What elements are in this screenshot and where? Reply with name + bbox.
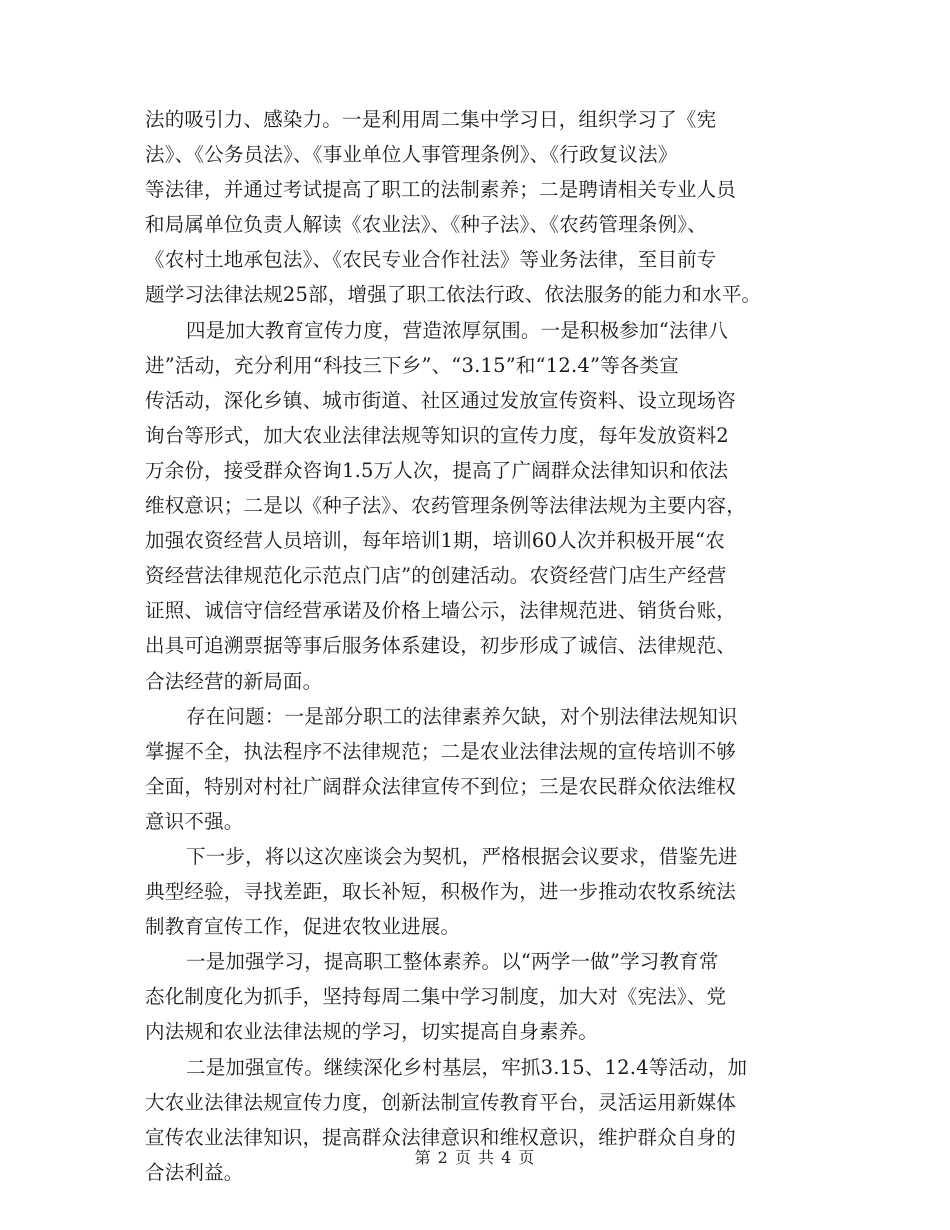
paragraph-first-line: 存在问题：一是部分职工的法律素养欠缺，对个别法律法规知识 — [186, 704, 738, 728]
text-line: 合法利益。 — [145, 1160, 244, 1184]
text-line: 加强农资经营人员培训，每年培训1期，培训60人次并积极开展“农 — [145, 529, 725, 553]
paragraph-first-line: 二是加强宣传。继续深化乡村基层，牢抓3.15、12.4等活动，加 — [186, 1055, 748, 1079]
text-line: 资经营法律规范化示范点门店”的创建活动。农资经营门店生产经营 — [145, 564, 727, 588]
text-line: 典型经验，寻找差距，取长补短，积极作为，进一步推动农牧系统法 — [145, 880, 737, 904]
text-line: 万余份，接受群众咨询1.5万人次，提高了广阔群众法律知识和依法 — [145, 458, 729, 482]
text-line: 内法规和农业法律法规的学习，切实提高自身素养。 — [145, 1020, 599, 1044]
text-line: 询台等形式，加大农业法律法规等知识的宣传力度，每年发放资料2 — [145, 423, 729, 447]
text-line: 等法律，并通过考试提高了职工的法制素养；二是聘请相关专业人员 — [145, 178, 737, 202]
text-line: 全面，特别对村社广阔群众法律宣传不到位；三是农民群众依法维权 — [145, 774, 737, 798]
paragraph-first-line: 下一步，将以这次座谈会为契机，严格根据会议要求，借鉴先进 — [186, 844, 738, 868]
text-line: 态化制度化为抓手，坚持每周二集中学习制度，加大对《宪法》、党 — [145, 985, 727, 1009]
text-line: 制教育宣传工作，促进农牧业进展。 — [145, 915, 461, 939]
text-line: 进”活动，充分利用“科技三下乡”、“3.15”和“12.4”等各类宣 — [145, 353, 679, 377]
text-line: 证照、诚信守信经营承诺及价格上墙公示，法律规范进、销货台账， — [145, 599, 737, 623]
text-line: 题学习法律法规25部，增强了职工依法行政、依法服务的能力和水平。 — [145, 283, 762, 307]
text-line: 和局属单位负责人解读《农业法》、《种子法》、《农药管理条例》、 — [145, 213, 707, 237]
text-line: 出具可追溯票据等事后服务体系建设，初步形成了诚信、法律规范、 — [145, 634, 737, 658]
text-line: 宣传农业法律知识，提高群众法律意识和维权意识，维护群众自身的 — [145, 1125, 737, 1149]
text-line: 维权意识；二是以《种子法》、农药管理条例等法律法规为主要内容， — [145, 494, 746, 518]
text-line: 法的吸引力、感染力。一是利用周二集中学习日，组织学习了《宪 — [145, 108, 717, 131]
text-line: 传活动，深化乡镇、城市街道、社区通过发放宣传资料、设立现场咨 — [145, 388, 737, 412]
text-line: 《农村土地承包法》、《农民专业合作社法》等业务法律，至目前专 — [145, 248, 717, 272]
text-line: 法》、《公务员法》、《事业单位人事管理条例》、《行政复议法》 — [145, 143, 678, 167]
text-line: 掌握不全，执法程序不法律规范；二是农业法律法规的宣传培训不够 — [145, 739, 737, 763]
paragraph-first-line: 一是加强学习，提高职工整体素养。以“两学一做”学习教育常 — [186, 950, 719, 974]
body-text — [145, 102, 845, 1190]
page-footer: 第 2 页 共 4 页 — [414, 1148, 536, 1167]
text-line: 意识不强。 — [145, 809, 244, 833]
paragraph-first-line: 四是加大教育宣传力度，营造浓厚氛围。一是积极参加“法律八 — [186, 318, 729, 342]
text-line: 大农业法律法规宣传力度，创新法制宣传教育平台，灵活运用新媒体 — [145, 1090, 737, 1114]
text-line: 合法经营的新局面。 — [145, 669, 323, 693]
